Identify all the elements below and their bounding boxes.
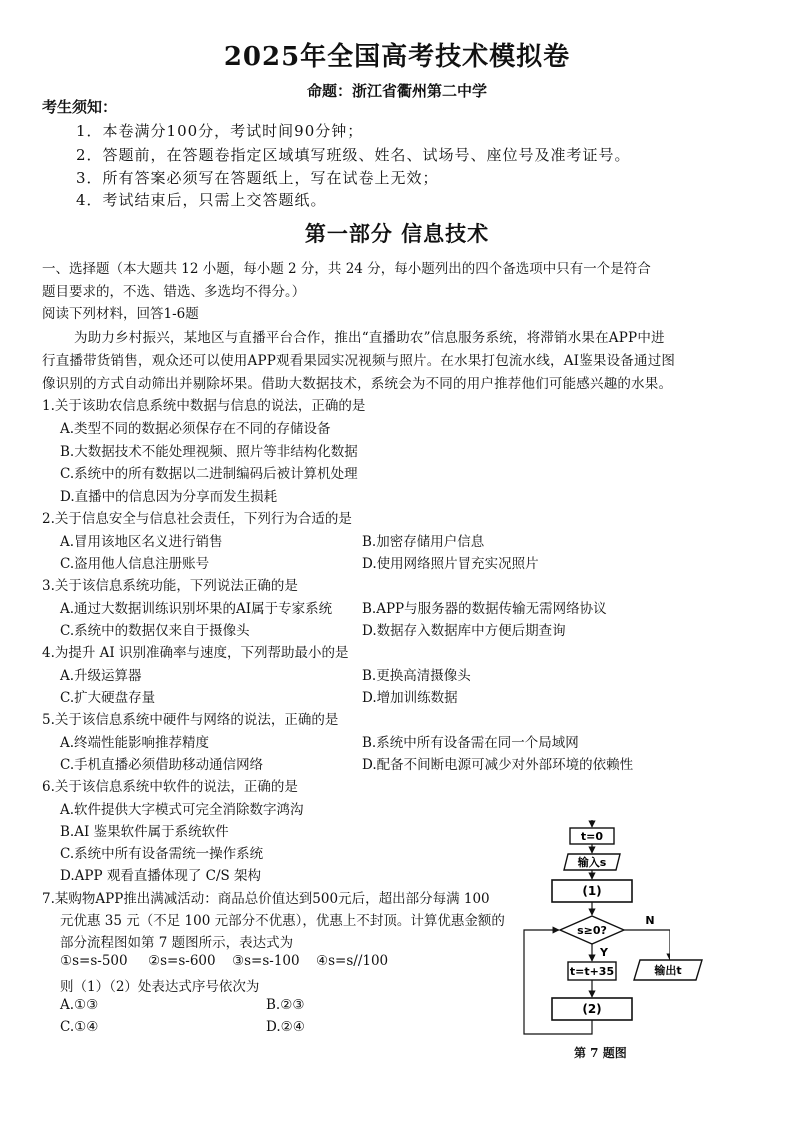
option: A.①③	[60, 997, 99, 1013]
expression-option: ①s=s-500	[60, 953, 128, 969]
question-stem: 7.某购物APP推出满减活动：商品总价值达到500元后，超出部分每满 100	[42, 891, 490, 907]
flow-yes-label: Y	[600, 946, 608, 959]
option: A.冒用该地区名义进行销售	[60, 534, 223, 550]
option: A.终端性能影响推荐精度	[60, 735, 210, 751]
flow-start-text: t=0	[580, 830, 604, 843]
paper-author: 命题：浙江省衢州第二中学	[306, 82, 487, 100]
option: D.数据存入数据库中方便后期查询	[362, 623, 566, 639]
option: C.①④	[60, 1019, 99, 1035]
option: A.类型不同的数据必须保存在不同的存储设备	[60, 421, 331, 437]
question-ask: 则（1）（2）处表达式序号依次为	[60, 979, 260, 995]
paper-title: 2025年全国高考技术模拟卷	[223, 42, 571, 72]
question-stem: 6.关于该信息系统中软件的说法，正确的是	[42, 779, 298, 795]
question-stem: 元优惠 35 元（不足 100 元部分不优惠），优惠上不封顶。计算优惠金额的	[60, 913, 505, 929]
flow-condition-text: s≥0?	[577, 924, 607, 937]
question-stem: 3.关于该信息系统功能，下列说法正确的是	[42, 578, 298, 594]
expression-option: ②s=s-600	[148, 953, 216, 969]
notice-item: 1．本卷满分100分，考试时间90分钟；	[76, 122, 364, 140]
option: A.升级运算器	[60, 668, 142, 684]
flow-output-text: 输出t	[654, 964, 682, 977]
question-stem: 2.关于信息安全与信息社会责任，下列行为合适的是	[42, 511, 352, 527]
notice-heading: 考生须知：	[42, 98, 118, 116]
option: B.系统中所有设备需在同一个局域网	[362, 735, 579, 751]
flowchart-q7	[520, 820, 670, 1050]
option: D.APP 观看直播体现了 C/S 架构	[60, 868, 262, 884]
flow-step2-text: (2)	[582, 1002, 602, 1016]
option: B.大数据技术不能处理视频、照片等非结构化数据	[60, 444, 358, 460]
flow-output-wrapper	[632, 958, 704, 982]
option: B.②③	[266, 997, 305, 1013]
option: A.通过大数据训练识别坏果的AI属于专家系统	[60, 601, 333, 617]
material-paragraph: 为助力乡村振兴，某地区与直播平台合作，推出“直播助农”信息服务系统，将滞销水果在APP中进	[74, 330, 665, 346]
option: B.AI 鉴果软件属于系统软件	[60, 824, 229, 840]
question-stem: 4.为提升 AI 识别准确率与速度，下列帮助最小的是	[42, 645, 349, 661]
reading-prompt: 阅读下列材料，回答1-6题	[42, 306, 199, 322]
option: A.软件提供大字模式可完全消除数字鸿沟	[60, 802, 304, 818]
figure-caption: 第 7 题图	[574, 1046, 627, 1060]
option: C.系统中所有设备需统一操作系统	[60, 846, 264, 862]
flow-increment-text: t=t+35	[569, 965, 615, 978]
notice-item: 3．所有答案必须写在答题纸上，写在试卷上无效；	[76, 169, 439, 187]
material-paragraph: 行直播带货销售，观众还可以使用APP观看果园实况视频与照片。在水果打包流水线，AI鉴果设备通过图	[42, 353, 676, 369]
option: D.配备不间断电源可减少对外部环境的依赖性	[362, 757, 634, 773]
option: D.增加训练数据	[362, 690, 458, 706]
option: D.使用网络照片冒充实况照片	[362, 556, 539, 572]
expression-option: ④s=s//100	[316, 953, 389, 969]
flow-no-label: N	[645, 914, 655, 927]
option: C.盗用他人信息注册账号	[60, 556, 210, 572]
option: D.直播中的信息因为分享而发生损耗	[60, 489, 278, 505]
option: C.系统中的数据仅来自于摄像头	[60, 623, 250, 639]
section-instruction: 题目要求的，不选、错选、多选均不得分。）	[42, 284, 306, 300]
option: C.系统中的所有数据以二进制编码后被计算机处理	[60, 466, 358, 482]
option: C.扩大硬盘存量	[60, 690, 156, 706]
section-instruction: 一、选择题（本大题共 12 小题，每小题 2 分，共 24 分，每小题列出的四个备选项中只有一个是符合	[42, 261, 651, 277]
option: C.手机直播必须借助移动通信网络	[60, 757, 264, 773]
question-stem: 5.关于该信息系统中硬件与网络的说法，正确的是	[42, 712, 339, 728]
flow-input-text: 输入s	[577, 856, 607, 869]
expression-option: ③s=s-100	[232, 953, 300, 969]
notice-item: 4．考试结束后，只需上交答题纸。	[76, 191, 327, 209]
option: D.②④	[266, 1019, 305, 1035]
notice-item: 2．答题前，在答题卷指定区域填写班级、姓名、试场号、座位号及准考证号。	[76, 146, 631, 164]
question-stem: 1.关于该助农信息系统中数据与信息的说法，正确的是	[42, 398, 366, 414]
option: B.更换高清摄像头	[362, 668, 471, 684]
flow-step1-text: (1)	[582, 884, 602, 898]
material-paragraph: 像识别的方式自动筛出并剔除坏果。借助大数据技术，系统会为不同的用户推荐他们可能感兴趣的水果。	[42, 376, 673, 392]
part-title: 第一部分 信息技术	[304, 221, 490, 246]
question-stem: 部分流程图如第 7 题图所示，表达式为	[60, 935, 294, 951]
option: B.加密存储用户信息	[362, 534, 485, 550]
option: B.APP与服务器的数据传输无需网络协议	[362, 601, 607, 617]
